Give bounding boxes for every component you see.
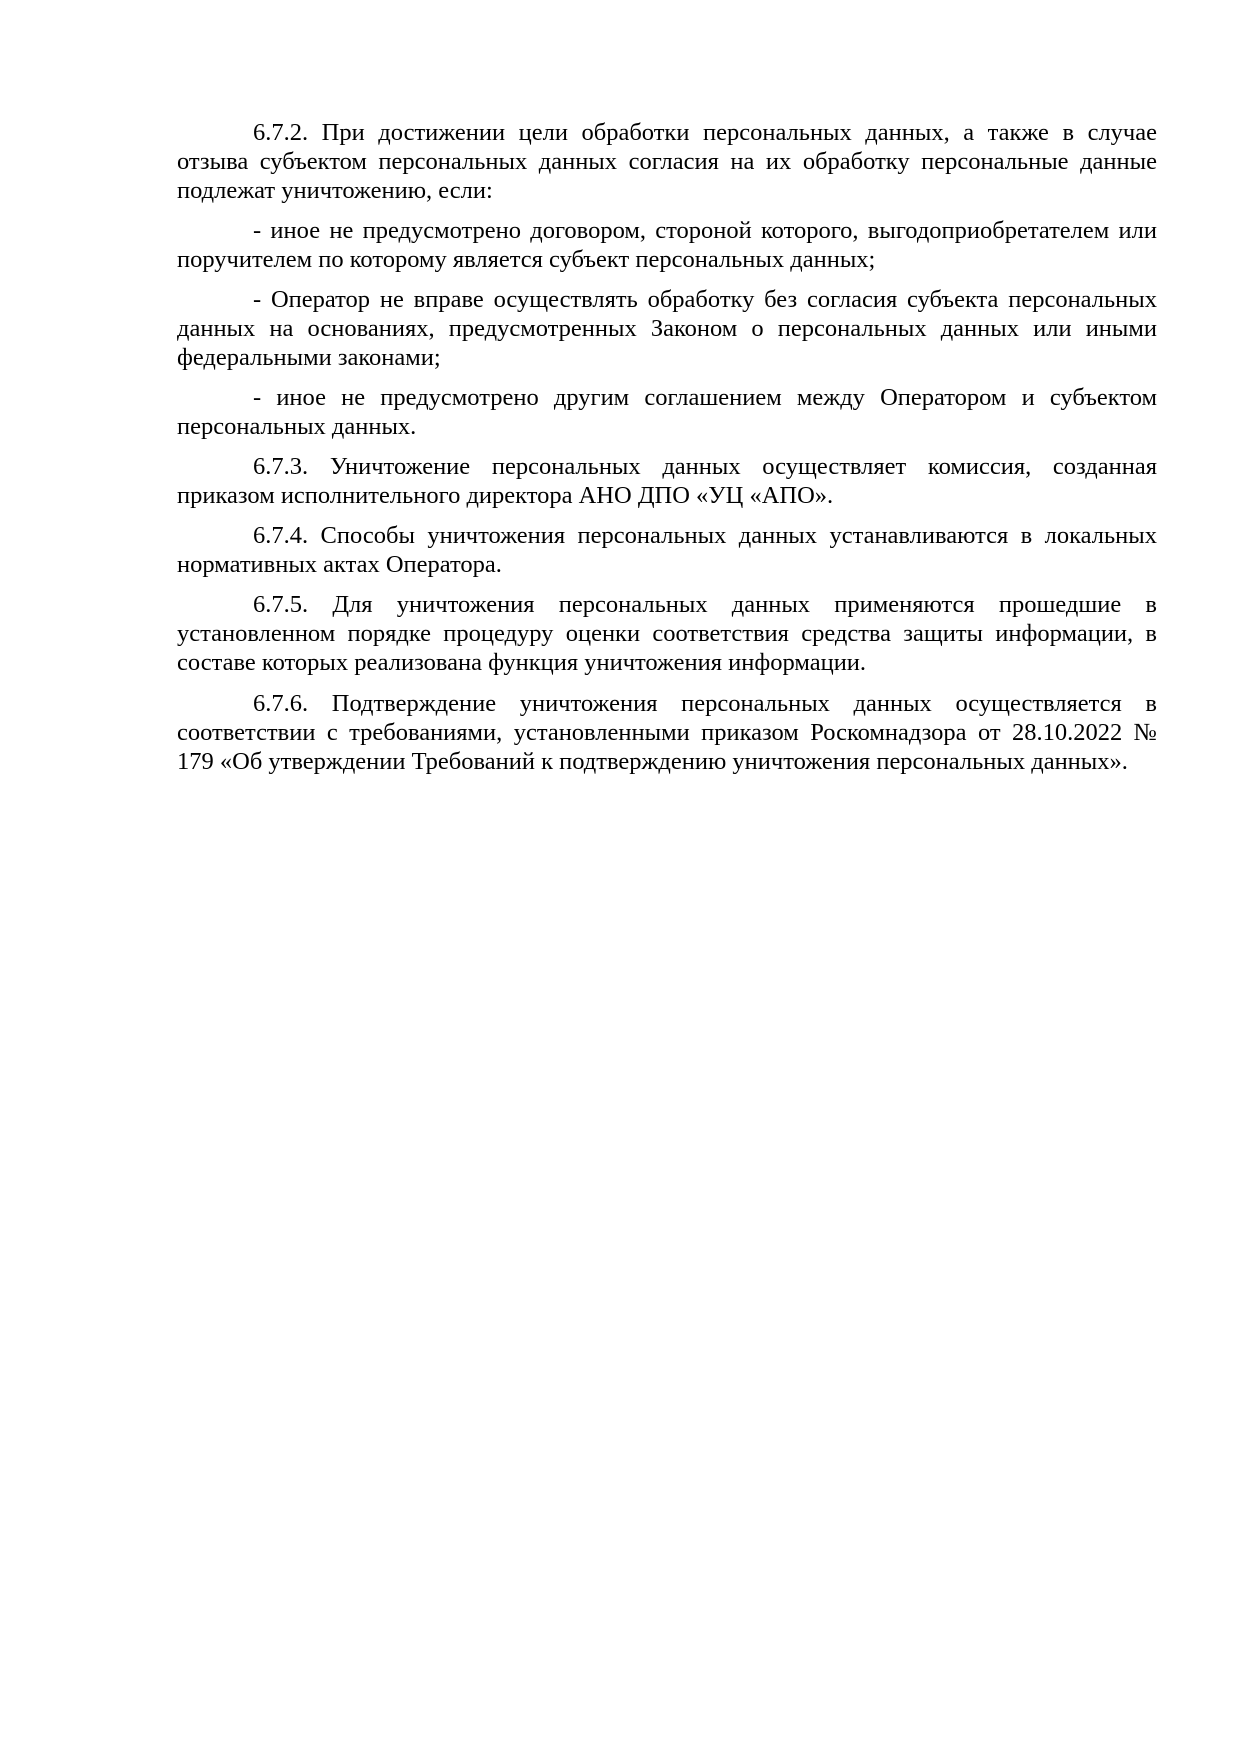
paragraph-6-7-2: 6.7.2. При достижении цели обработки персональных данных, а также в случае отзыва субъектом персональных данных согласия на их обработку персональные данные подлежат уничтожению, если: — [177, 119, 1157, 204]
document-body — [177, 118, 1157, 787]
condition-item-agreement: - иное не предусмотрено другим соглашением между Оператором и субъектом персональных данных. — [177, 384, 1157, 440]
condition-item-no-consent: - Оператор не вправе осуществлять обработку без согласия субъекта персональных данных на основаниях, предусмотренных Законом о персональных данных или иными федеральными законами; — [177, 286, 1157, 371]
paragraph-6-7-6: 6.7.6. Подтверждение уничтожения персональных данных осуществляется в соответствии с требованиями, установленными приказом Роскомнадзора от 28.10.2022 № 179 «Об утверждении Требований к подтверждению уничтожения персональных данных». — [177, 690, 1157, 775]
paragraph-6-7-3: 6.7.3. Уничтожение персональных данных осуществляет комиссия, созданная приказом исполнительного директора АНО ДПО «УЦ «АПО». — [177, 453, 1157, 509]
paragraph-6-7-5: 6.7.5. Для уничтожения персональных данных применяются прошедшие в установленном порядке процедуру оценки соответствия средства защиты информации, в составе которых реализована функция уничтожения информации. — [177, 591, 1157, 676]
paragraph-6-7-4: 6.7.4. Способы уничтожения персональных данных устанавливаются в локальных нормативных актах Оператора. — [177, 522, 1157, 578]
condition-item-contract: - иное не предусмотрено договором, стороной которого, выгодоприобретателем или поручителем по которому является субъект персональных данных; — [177, 217, 1157, 273]
